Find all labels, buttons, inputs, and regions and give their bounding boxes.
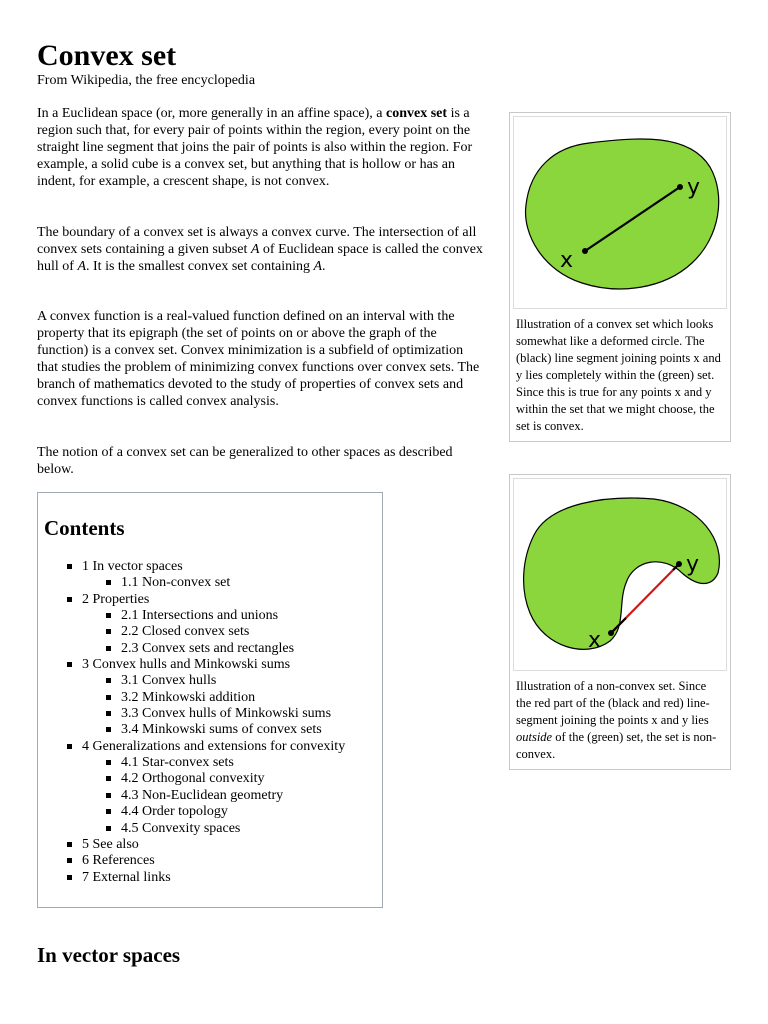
nonconvex-set-image [513, 478, 727, 671]
bullet-icon [106, 793, 111, 798]
bullet-icon [106, 695, 111, 700]
toc-link-label[interactable]: 2 Properties [82, 591, 150, 607]
bullet-icon [106, 646, 111, 651]
convex-set-term: convex set [386, 106, 448, 121]
bullet-icon [67, 858, 72, 863]
toc-link-label[interactable]: 3.4 Minkowski sums of convex sets [121, 722, 322, 738]
point-y-label: y [686, 552, 700, 577]
convex-set-caption: Illustration of a convex set which looks somewhat like a deformed circle. The (black) line segment joining points x and y lies completely within the (green) set. Since this is true for any points x and y within the set that we might choose, the set is convex. [516, 317, 721, 433]
toc-link-label[interactable]: 2.2 Closed convex sets [121, 624, 250, 640]
bullet-icon [67, 875, 72, 880]
toc-link-label[interactable]: 4.2 Orthogonal convexity [121, 771, 265, 787]
bullet-icon [67, 597, 72, 602]
toc-title: Contents [44, 516, 125, 540]
bullet-icon [67, 842, 72, 847]
bullet-icon [67, 744, 72, 749]
section-heading-vector-spaces: In vector spaces [37, 943, 181, 968]
bullet-icon [106, 629, 111, 634]
toc-link-label[interactable]: 1 In vector spaces [82, 559, 183, 574]
bullet-icon [106, 711, 111, 716]
toc-link-label[interactable]: 4 Generalizations and extensions for convexity [82, 738, 346, 754]
bullet-icon [106, 809, 111, 814]
toc-link-label[interactable]: 3 Convex hulls and Minkowski sums [82, 657, 291, 673]
bullet-icon [106, 613, 111, 618]
toc-link-label[interactable]: 7 External links [82, 869, 171, 885]
nonconvex-set-caption: Illustration of a non-convex set. Since the red part of the (black and red) line-segment joining the points x and y lies outside of the (green) set, the set is non-convex. [516, 679, 717, 761]
convex-set-figure [509, 112, 731, 442]
toc-link-label[interactable]: 4.4 Order topology [121, 804, 228, 820]
convex-function-paragraph: A convex function is a real-valued function defined on an interval with the property that its epigraph (the set of points on or above the graph of the function) is a convex set. Convex minimization is a subfield of optimization that studies the problem of minimizing convex functions over convex sets. The branch of mathematics devoted to the study of properties of convex sets and convex functions is called convex analysis. [37, 309, 480, 409]
boundary-paragraph: The boundary of a convex set is always a convex curve. The intersection of all convex sets containing a given subset A of Euclidean space is called the convex hull of A. It is the smallest convex set containing A. [37, 225, 483, 274]
toc-link-label[interactable]: 3.2 Minkowski addition [121, 689, 256, 705]
bullet-icon [67, 662, 72, 667]
toc-link-label[interactable]: 5 See also [82, 836, 139, 852]
bullet-icon [106, 760, 111, 765]
toc-link-label[interactable]: 2.3 Convex sets and rectangles [121, 640, 295, 656]
toc-link-label[interactable]: 3.1 Convex hulls [121, 673, 217, 689]
toc-link-label[interactable]: 1.1 Non-convex set [121, 575, 231, 591]
toc-link-label[interactable]: 4.1 Star-convex sets [121, 755, 234, 771]
nonconvex-set-figure [509, 474, 731, 770]
toc-link-label[interactable]: 3.3 Convex hulls of Minkowski sums [121, 706, 332, 722]
generalization-paragraph: The notion of a convex set can be generalized to other spaces as described below. [37, 445, 453, 477]
toc-link-label[interactable]: 4.5 Convexity spaces [121, 820, 241, 836]
page-title: Convex set [37, 39, 177, 72]
convex-set-image [513, 116, 727, 309]
toc-link-label[interactable]: 4.3 Non-Euclidean geometry [121, 787, 284, 803]
toc-link-label[interactable]: 2.1 Intersections and unions [121, 608, 279, 624]
bullet-icon [106, 826, 111, 831]
bullet-icon [106, 678, 111, 683]
bullet-icon [106, 580, 111, 585]
point-x-label: x [560, 248, 574, 273]
bullet-icon [106, 776, 111, 781]
convex-region [526, 139, 719, 289]
toc-link-label[interactable]: 6 References [82, 853, 155, 869]
bullet-icon [106, 727, 111, 732]
table-of-contents [37, 492, 383, 908]
bullet-icon [67, 564, 72, 569]
page-subtitle: From Wikipedia, the free encyclopedia [37, 73, 256, 88]
point-x-label: x [588, 628, 602, 653]
intro-paragraph: In a Euclidean space (or, more generally in an affine space), a convex set is a region such that, for every pair of points within the region, every point on the straight line segment that joins the pair of points is also within the region. For example, a solid cube is a convex set, but anything that is hollow or has an indent, for example, a crescent shape, is not convex. [37, 106, 473, 189]
point-y-label: y [687, 175, 701, 200]
